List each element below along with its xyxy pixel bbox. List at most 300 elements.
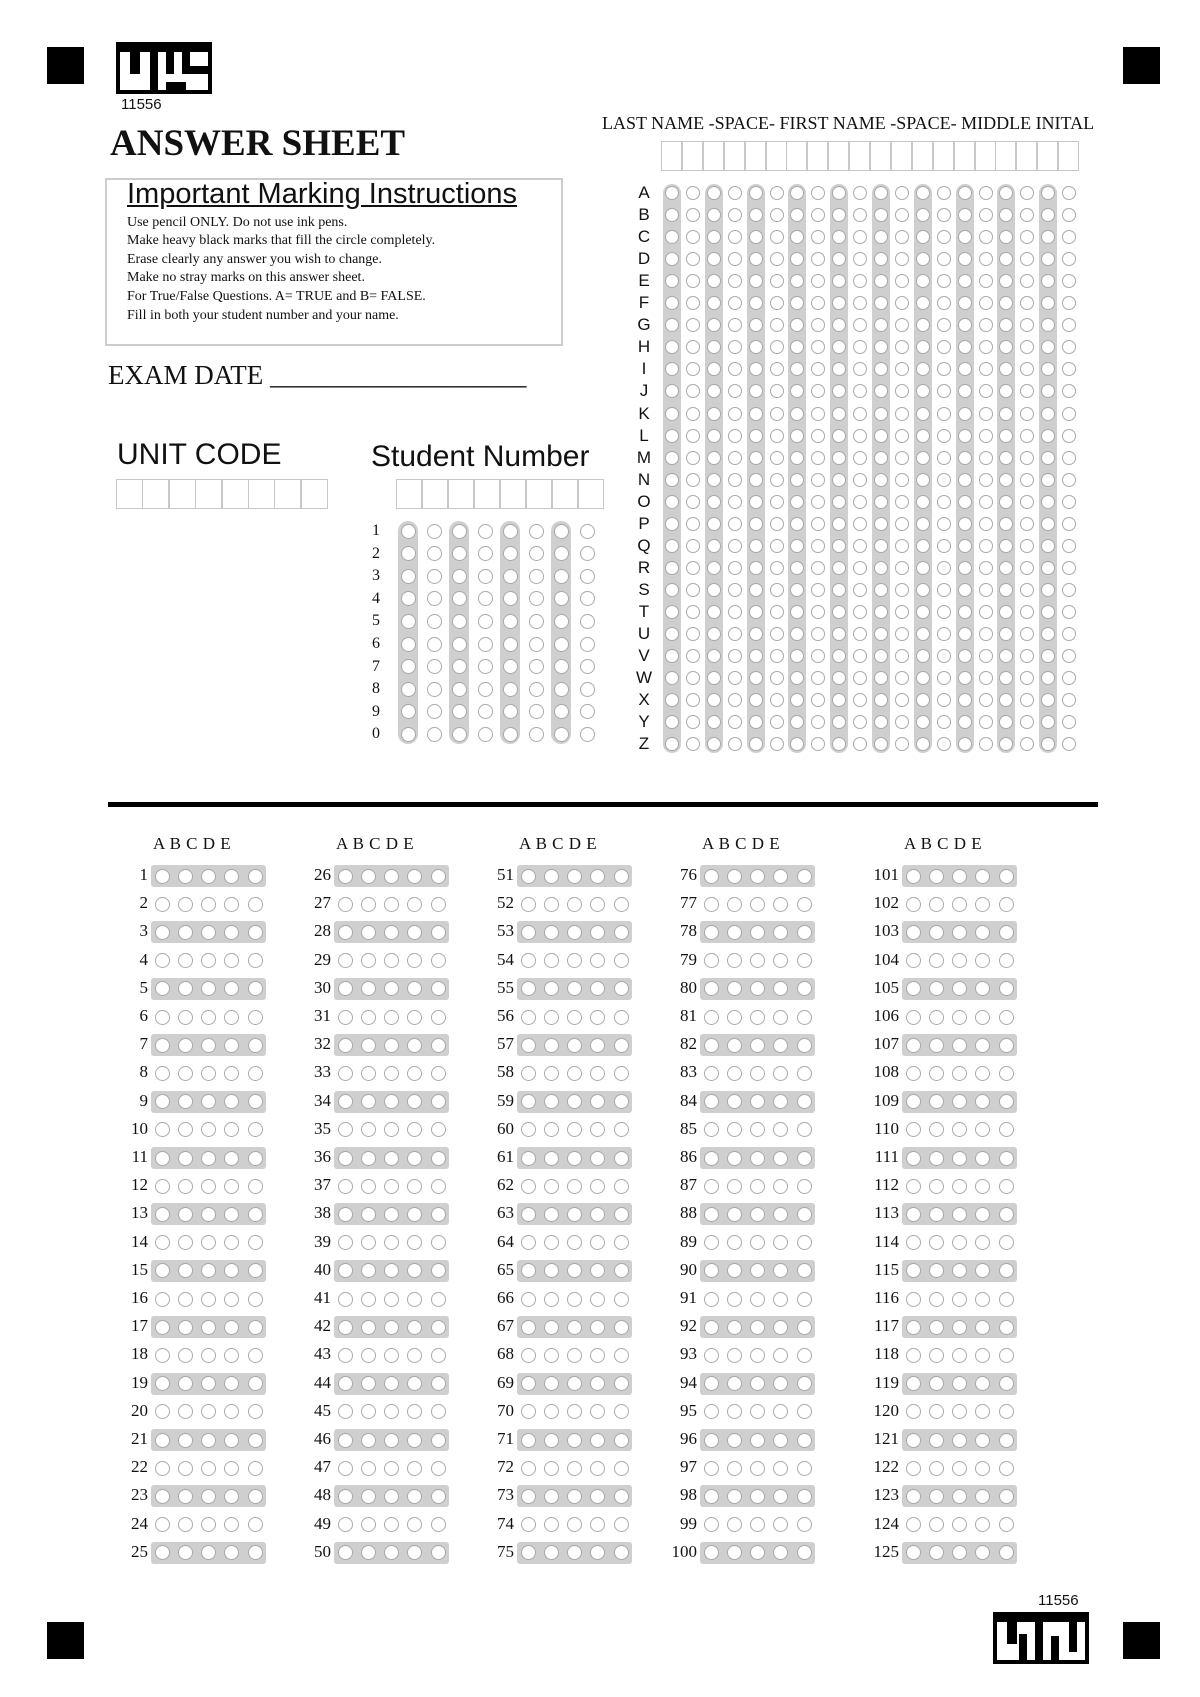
answer-bubble-b[interactable] [929,897,944,912]
answer-bubble-a[interactable] [906,1376,921,1391]
answer-bubble-c[interactable] [750,1489,765,1504]
answer-bubble-c[interactable] [750,1320,765,1335]
answer-bubble-a[interactable] [338,1122,353,1137]
name-grid-bubble[interactable] [1020,671,1034,685]
answer-bubble-b[interactable] [178,981,193,996]
answer-bubble-b[interactable] [361,1151,376,1166]
answer-bubble-d[interactable] [407,1433,422,1448]
answer-bubble-a[interactable] [906,1545,921,1560]
answer-bubble-e[interactable] [999,925,1014,940]
answer-bubble-c[interactable] [952,1489,967,1504]
answer-bubble-b[interactable] [178,1094,193,1109]
name-grid-bubble[interactable] [665,451,679,465]
answer-bubble-e[interactable] [797,869,812,884]
answer-bubble-b[interactable] [178,1151,193,1166]
answer-bubble-e[interactable] [797,1179,812,1194]
student-number-bubble[interactable] [529,614,544,629]
name-grid-bubble[interactable] [916,296,930,310]
name-grid-bubble[interactable] [1041,407,1055,421]
answer-bubble-d[interactable] [590,1038,605,1053]
answer-bubble-b[interactable] [929,1010,944,1025]
answer-bubble-a[interactable] [338,1207,353,1222]
name-grid-bubble[interactable] [1020,473,1034,487]
student-number-box[interactable] [526,479,552,509]
answer-bubble-e[interactable] [797,1235,812,1250]
name-grid-bubble[interactable] [749,539,763,553]
answer-bubble-c[interactable] [384,953,399,968]
answer-bubble-b[interactable] [544,869,559,884]
answer-bubble-e[interactable] [248,1517,263,1532]
answer-bubble-c[interactable] [384,1320,399,1335]
answer-bubble-e[interactable] [431,1179,446,1194]
answer-bubble-a[interactable] [906,1122,921,1137]
name-grid-bubble[interactable] [937,230,951,244]
answer-bubble-a[interactable] [906,869,921,884]
answer-bubble-c[interactable] [952,1122,967,1137]
name-grid-bubble[interactable] [728,627,742,641]
answer-bubble-e[interactable] [614,925,629,940]
name-grid-bubble[interactable] [749,649,763,663]
answer-bubble-a[interactable] [155,1320,170,1335]
name-grid-bubble[interactable] [686,186,700,200]
answer-bubble-e[interactable] [614,1545,629,1560]
name-grid-bubble[interactable] [707,318,721,332]
answer-bubble-e[interactable] [999,953,1014,968]
name-grid-bubble[interactable] [1041,451,1055,465]
name-grid-bubble[interactable] [811,627,825,641]
answer-bubble-b[interactable] [544,1094,559,1109]
student-number-bubble[interactable] [580,682,595,697]
name-entry-box[interactable] [891,141,912,171]
student-number-bubble[interactable] [427,569,442,584]
answer-bubble-b[interactable] [544,1292,559,1307]
name-grid-bubble[interactable] [749,362,763,376]
student-number-bubble[interactable] [478,682,493,697]
name-grid-bubble[interactable] [895,693,909,707]
name-grid-bubble[interactable] [1020,186,1034,200]
name-grid-bubble[interactable] [853,583,867,597]
student-number-bubble[interactable] [580,637,595,652]
name-grid-bubble[interactable] [895,561,909,575]
student-number-bubble[interactable] [554,659,569,674]
name-grid-bubble[interactable] [958,296,972,310]
name-grid-bubble[interactable] [749,252,763,266]
answer-bubble-e[interactable] [248,897,263,912]
answer-bubble-b[interactable] [929,1292,944,1307]
answer-bubble-b[interactable] [178,1517,193,1532]
name-grid-bubble[interactable] [686,473,700,487]
answer-bubble-c[interactable] [567,1066,582,1081]
name-grid-bubble[interactable] [686,517,700,531]
name-grid-bubble[interactable] [916,517,930,531]
name-grid-bubble[interactable] [916,693,930,707]
answer-bubble-c[interactable] [384,897,399,912]
name-grid-bubble[interactable] [811,318,825,332]
name-grid-bubble[interactable] [770,274,784,288]
answer-bubble-b[interactable] [544,1207,559,1222]
name-grid-bubble[interactable] [1062,715,1076,729]
answer-bubble-a[interactable] [521,1122,536,1137]
answer-bubble-c[interactable] [384,1038,399,1053]
name-grid-bubble[interactable] [811,451,825,465]
name-grid-bubble[interactable] [811,296,825,310]
name-grid-bubble[interactable] [728,274,742,288]
answer-bubble-e[interactable] [797,925,812,940]
name-grid-bubble[interactable] [1020,384,1034,398]
answer-bubble-e[interactable] [999,1433,1014,1448]
student-number-bubble[interactable] [554,637,569,652]
name-grid-bubble[interactable] [1062,583,1076,597]
answer-bubble-b[interactable] [929,1348,944,1363]
name-grid-bubble[interactable] [958,451,972,465]
answer-bubble-c[interactable] [952,897,967,912]
answer-bubble-c[interactable] [567,1489,582,1504]
answer-bubble-b[interactable] [361,953,376,968]
answer-bubble-a[interactable] [155,1376,170,1391]
name-grid-bubble[interactable] [874,561,888,575]
answer-bubble-b[interactable] [178,1235,193,1250]
name-grid-bubble[interactable] [665,473,679,487]
name-grid-bubble[interactable] [686,693,700,707]
name-grid-bubble[interactable] [749,561,763,575]
answer-bubble-c[interactable] [201,953,216,968]
answer-bubble-a[interactable] [906,1038,921,1053]
name-grid-bubble[interactable] [1062,296,1076,310]
name-grid-bubble[interactable] [853,649,867,663]
answer-bubble-a[interactable] [155,1489,170,1504]
answer-bubble-e[interactable] [248,1010,263,1025]
name-grid-bubble[interactable] [665,561,679,575]
name-grid-bubble[interactable] [1020,407,1034,421]
student-number-box[interactable] [552,479,578,509]
answer-bubble-d[interactable] [590,1122,605,1137]
name-grid-bubble[interactable] [916,649,930,663]
answer-bubble-b[interactable] [727,1038,742,1053]
name-grid-bubble[interactable] [1062,473,1076,487]
student-number-bubble[interactable] [427,546,442,561]
name-grid-bubble[interactable] [979,539,993,553]
answer-bubble-d[interactable] [975,1010,990,1025]
answer-bubble-d[interactable] [773,1122,788,1137]
answer-bubble-a[interactable] [338,869,353,884]
answer-bubble-c[interactable] [952,925,967,940]
name-grid-bubble[interactable] [958,230,972,244]
name-grid-bubble[interactable] [686,252,700,266]
name-entry-box[interactable] [849,141,870,171]
answer-bubble-d[interactable] [224,1122,239,1137]
answer-bubble-e[interactable] [999,1235,1014,1250]
answer-bubble-e[interactable] [614,1235,629,1250]
answer-bubble-a[interactable] [338,1433,353,1448]
answer-bubble-a[interactable] [521,1263,536,1278]
answer-bubble-c[interactable] [201,1404,216,1419]
answer-bubble-b[interactable] [929,1517,944,1532]
answer-bubble-b[interactable] [727,1489,742,1504]
answer-bubble-e[interactable] [797,1404,812,1419]
answer-bubble-e[interactable] [797,1376,812,1391]
answer-bubble-d[interactable] [975,1433,990,1448]
answer-bubble-c[interactable] [201,1517,216,1532]
answer-bubble-a[interactable] [521,1066,536,1081]
name-grid-bubble[interactable] [770,451,784,465]
name-grid-bubble[interactable] [728,605,742,619]
name-grid-bubble[interactable] [895,517,909,531]
answer-bubble-a[interactable] [155,1235,170,1250]
name-grid-bubble[interactable] [853,605,867,619]
answer-bubble-c[interactable] [952,1517,967,1532]
answer-bubble-c[interactable] [384,1292,399,1307]
answer-bubble-a[interactable] [155,1094,170,1109]
answer-bubble-c[interactable] [750,1066,765,1081]
answer-bubble-e[interactable] [248,869,263,884]
answer-bubble-c[interactable] [750,1404,765,1419]
answer-bubble-c[interactable] [201,897,216,912]
answer-bubble-d[interactable] [975,1292,990,1307]
student-number-bubble[interactable] [427,727,442,742]
answer-bubble-a[interactable] [704,1348,719,1363]
name-grid-bubble[interactable] [958,407,972,421]
answer-bubble-e[interactable] [797,1433,812,1448]
answer-bubble-b[interactable] [544,1433,559,1448]
answer-bubble-c[interactable] [384,1207,399,1222]
answer-bubble-e[interactable] [248,1094,263,1109]
answer-bubble-c[interactable] [201,1010,216,1025]
student-number-bubble[interactable] [503,524,518,539]
answer-bubble-b[interactable] [178,1320,193,1335]
answer-bubble-a[interactable] [704,1545,719,1560]
answer-bubble-e[interactable] [614,1066,629,1081]
answer-bubble-b[interactable] [361,1066,376,1081]
name-grid-bubble[interactable] [770,495,784,509]
answer-bubble-c[interactable] [750,1292,765,1307]
answer-bubble-a[interactable] [704,1263,719,1278]
answer-bubble-c[interactable] [952,1010,967,1025]
name-grid-bubble[interactable] [1062,649,1076,663]
answer-bubble-e[interactable] [431,1517,446,1532]
answer-bubble-e[interactable] [431,1207,446,1222]
student-number-bubble[interactable] [452,682,467,697]
answer-bubble-a[interactable] [338,1235,353,1250]
answer-bubble-a[interactable] [521,1179,536,1194]
answer-bubble-a[interactable] [155,1122,170,1137]
name-grid-bubble[interactable] [707,693,721,707]
answer-bubble-b[interactable] [361,1292,376,1307]
student-number-bubble[interactable] [401,546,416,561]
name-grid-bubble[interactable] [853,429,867,443]
answer-bubble-e[interactable] [999,897,1014,912]
student-number-bubble[interactable] [478,637,493,652]
student-number-bubble[interactable] [401,591,416,606]
answer-bubble-a[interactable] [906,1320,921,1335]
answer-bubble-a[interactable] [155,1066,170,1081]
answer-bubble-e[interactable] [614,1094,629,1109]
answer-bubble-d[interactable] [773,1404,788,1419]
name-grid-bubble[interactable] [1020,296,1034,310]
answer-bubble-d[interactable] [407,1122,422,1137]
answer-bubble-b[interactable] [929,1066,944,1081]
name-grid-bubble[interactable] [832,451,846,465]
answer-bubble-d[interactable] [407,953,422,968]
name-grid-bubble[interactable] [686,230,700,244]
answer-bubble-e[interactable] [248,1404,263,1419]
answer-bubble-a[interactable] [521,1151,536,1166]
answer-bubble-b[interactable] [727,869,742,884]
answer-bubble-b[interactable] [361,925,376,940]
student-number-bubble[interactable] [503,659,518,674]
answer-bubble-e[interactable] [248,1151,263,1166]
answer-bubble-c[interactable] [567,1517,582,1532]
answer-bubble-e[interactable] [999,1010,1014,1025]
name-grid-bubble[interactable] [790,473,804,487]
answer-bubble-b[interactable] [727,1348,742,1363]
name-grid-bubble[interactable] [749,208,763,222]
answer-bubble-b[interactable] [361,1517,376,1532]
name-grid-bubble[interactable] [686,274,700,288]
name-grid-bubble[interactable] [895,539,909,553]
name-grid-bubble[interactable] [874,230,888,244]
name-grid-bubble[interactable] [749,318,763,332]
name-grid-bubble[interactable] [811,649,825,663]
name-grid-bubble[interactable] [853,517,867,531]
name-grid-bubble[interactable] [707,627,721,641]
name-grid-bubble[interactable] [937,296,951,310]
student-number-bubble[interactable] [452,524,467,539]
answer-bubble-b[interactable] [544,925,559,940]
answer-bubble-a[interactable] [338,1517,353,1532]
name-grid-bubble[interactable] [895,252,909,266]
name-grid-bubble[interactable] [916,451,930,465]
answer-bubble-a[interactable] [338,1404,353,1419]
name-grid-bubble[interactable] [686,715,700,729]
answer-bubble-c[interactable] [567,1320,582,1335]
name-grid-bubble[interactable] [1020,693,1034,707]
answer-bubble-b[interactable] [929,1461,944,1476]
answer-bubble-c[interactable] [567,1235,582,1250]
name-grid-bubble[interactable] [853,495,867,509]
name-grid-bubble[interactable] [1062,561,1076,575]
answer-bubble-b[interactable] [361,897,376,912]
answer-bubble-b[interactable] [178,1263,193,1278]
answer-bubble-d[interactable] [975,1517,990,1532]
answer-bubble-a[interactable] [704,953,719,968]
answer-bubble-b[interactable] [361,1545,376,1560]
answer-bubble-a[interactable] [906,1263,921,1278]
answer-bubble-b[interactable] [178,1038,193,1053]
name-grid-bubble[interactable] [895,318,909,332]
answer-bubble-e[interactable] [999,1320,1014,1335]
answer-bubble-d[interactable] [224,1235,239,1250]
unit-code-box[interactable] [169,479,196,509]
name-grid-bubble[interactable] [770,407,784,421]
student-number-bubble[interactable] [427,637,442,652]
answer-bubble-e[interactable] [614,1207,629,1222]
answer-bubble-b[interactable] [544,1263,559,1278]
student-number-bubble[interactable] [554,727,569,742]
answer-bubble-a[interactable] [155,1461,170,1476]
name-grid-bubble[interactable] [937,583,951,597]
name-grid-bubble[interactable] [728,429,742,443]
answer-bubble-c[interactable] [567,1461,582,1476]
name-grid-bubble[interactable] [895,230,909,244]
name-grid-bubble[interactable] [770,561,784,575]
student-number-box[interactable] [448,479,474,509]
answer-bubble-d[interactable] [590,1010,605,1025]
answer-bubble-b[interactable] [929,1207,944,1222]
name-grid-bubble[interactable] [1062,627,1076,641]
name-grid-bubble[interactable] [958,715,972,729]
name-grid-bubble[interactable] [937,561,951,575]
name-grid-bubble[interactable] [1062,318,1076,332]
name-grid-bubble[interactable] [665,429,679,443]
answer-bubble-b[interactable] [929,1376,944,1391]
answer-bubble-d[interactable] [975,953,990,968]
answer-bubble-d[interactable] [407,1038,422,1053]
name-entry-box[interactable] [766,141,787,171]
student-number-bubble[interactable] [478,659,493,674]
answer-bubble-a[interactable] [906,1066,921,1081]
name-grid-bubble[interactable] [895,737,909,751]
name-grid-bubble[interactable] [665,627,679,641]
name-grid-bubble[interactable] [874,208,888,222]
name-grid-bubble[interactable] [811,407,825,421]
name-grid-bubble[interactable] [749,737,763,751]
answer-bubble-a[interactable] [906,1207,921,1222]
answer-bubble-b[interactable] [544,1320,559,1335]
answer-bubble-b[interactable] [361,1404,376,1419]
name-grid-bubble[interactable] [728,407,742,421]
answer-bubble-b[interactable] [727,1545,742,1560]
name-grid-bubble[interactable] [811,186,825,200]
name-grid-bubble[interactable] [811,384,825,398]
answer-bubble-a[interactable] [155,1207,170,1222]
name-grid-bubble[interactable] [937,340,951,354]
answer-bubble-b[interactable] [727,1122,742,1137]
answer-bubble-e[interactable] [248,1489,263,1504]
name-grid-bubble[interactable] [853,693,867,707]
answer-bubble-e[interactable] [431,1489,446,1504]
answer-bubble-c[interactable] [201,1066,216,1081]
answer-bubble-a[interactable] [521,1489,536,1504]
student-number-bubble[interactable] [580,704,595,719]
answer-bubble-a[interactable] [338,1461,353,1476]
name-grid-bubble[interactable] [853,384,867,398]
answer-bubble-e[interactable] [999,1376,1014,1391]
answer-bubble-c[interactable] [750,1433,765,1448]
answer-bubble-e[interactable] [797,953,812,968]
answer-bubble-e[interactable] [614,1489,629,1504]
name-grid-bubble[interactable] [749,340,763,354]
answer-bubble-e[interactable] [797,1122,812,1137]
answer-bubble-c[interactable] [384,1151,399,1166]
name-grid-bubble[interactable] [665,230,679,244]
name-grid-bubble[interactable] [1062,274,1076,288]
answer-bubble-d[interactable] [773,1151,788,1166]
answer-bubble-b[interactable] [544,897,559,912]
name-grid-bubble[interactable] [937,186,951,200]
name-grid-bubble[interactable] [665,186,679,200]
name-grid-bubble[interactable] [686,671,700,685]
answer-bubble-e[interactable] [431,1122,446,1137]
name-grid-bubble[interactable] [749,384,763,398]
name-grid-bubble[interactable] [770,627,784,641]
answer-bubble-a[interactable] [155,1038,170,1053]
answer-bubble-c[interactable] [201,1122,216,1137]
name-grid-bubble[interactable] [749,495,763,509]
name-grid-bubble[interactable] [937,539,951,553]
name-grid-bubble[interactable] [770,230,784,244]
name-grid-bubble[interactable] [916,737,930,751]
answer-bubble-e[interactable] [431,1376,446,1391]
